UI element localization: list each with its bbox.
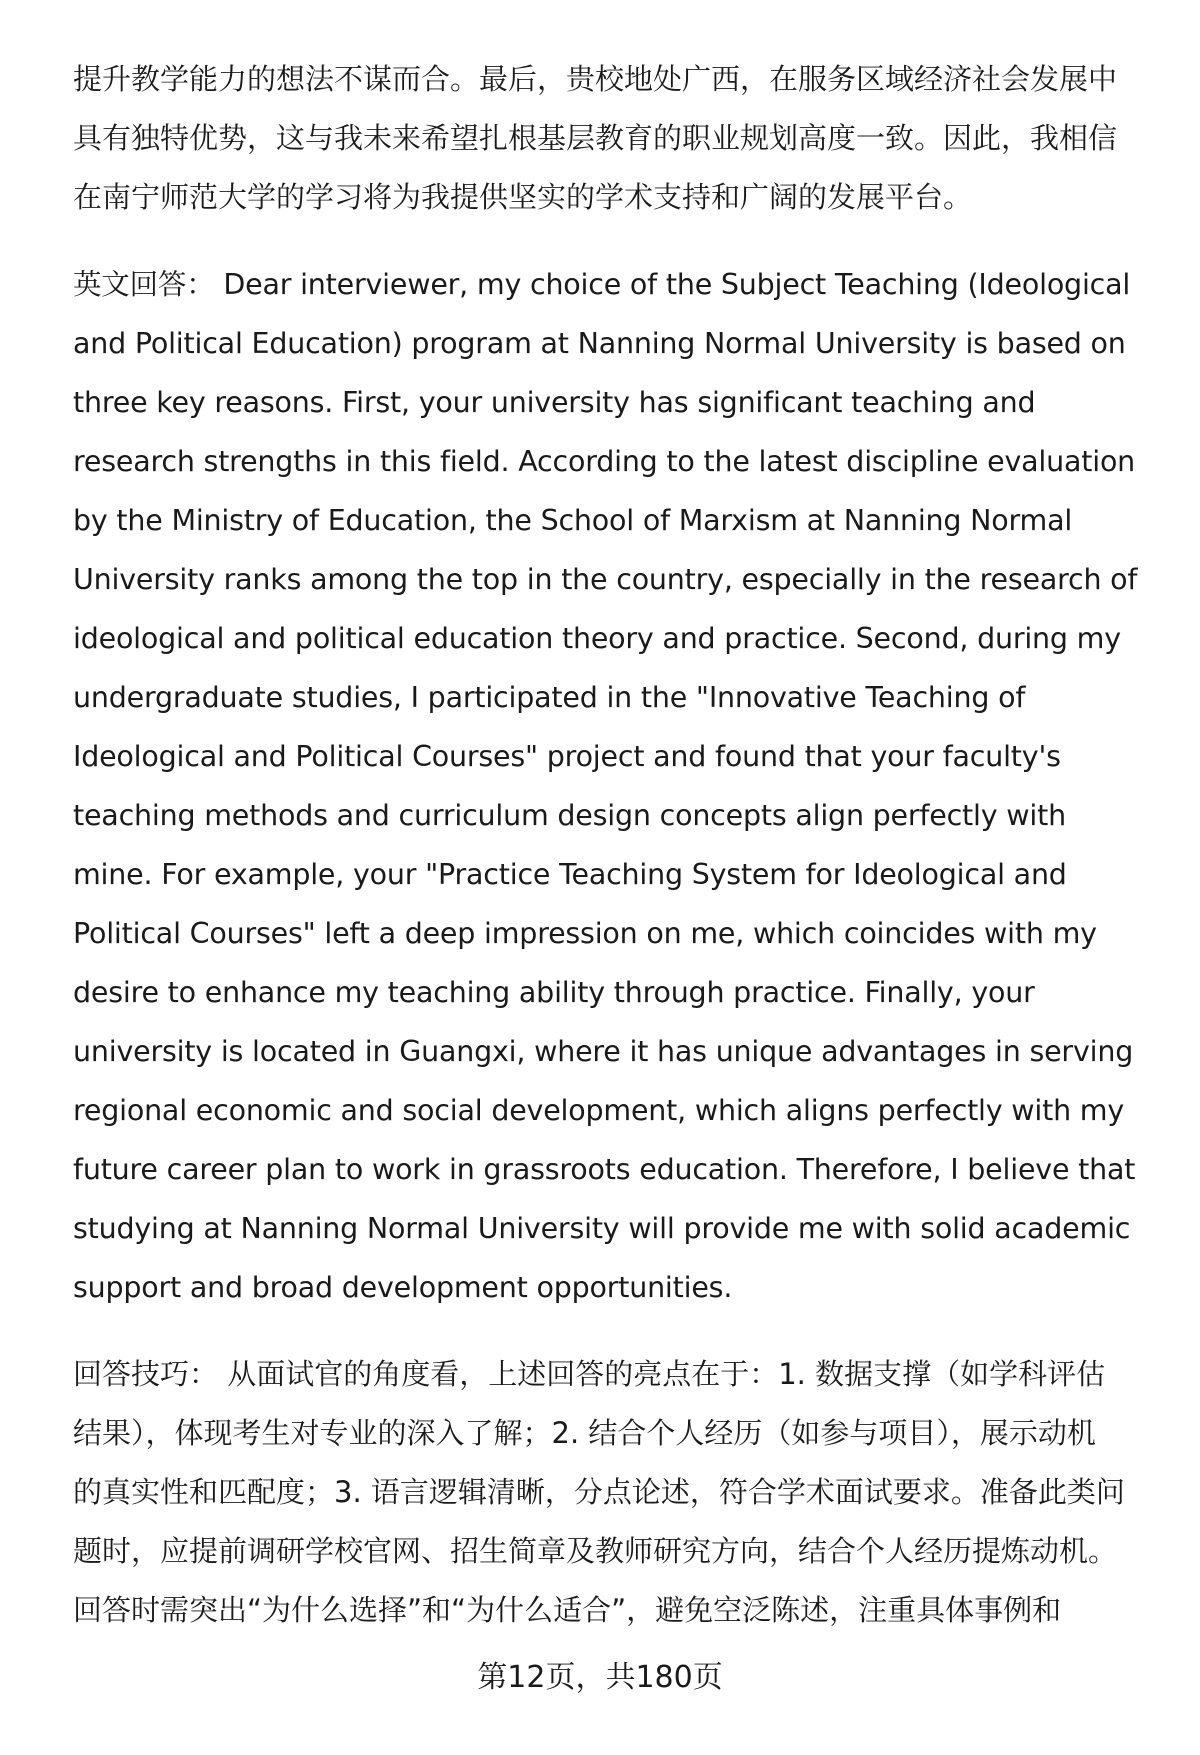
text-line: university is located in Guangxi, where it has unique advantages in serving <box>73 1035 1134 1068</box>
text-line: by the Ministry of Education, the School of Marxism at Nanning Normal <box>73 504 1073 537</box>
text-line: desire to enhance my teaching ability through practice. Finally, your <box>73 976 1035 1009</box>
text-line: three key reasons. First, your university has significant teaching and <box>73 386 1036 419</box>
chinese-answer-end <box>73 50 1143 227</box>
english-answer <box>73 255 1143 1317</box>
text-line: 英文回答： Dear interviewer, my choice of the Subject Teaching (Ideological <box>73 268 1131 301</box>
text-line: regional economic and social development, which aligns perfectly with my <box>73 1094 1125 1127</box>
text-line: Political Courses" left a deep impression on me, which coincides with my <box>73 917 1097 950</box>
text-line: and Political Education) program at Nanning Normal University is based on <box>73 327 1126 360</box>
text-line: ideological and political education theory and practice. Second, during my <box>73 622 1121 655</box>
text-line: 具有独特优势，这与我未来希望扎根基层教育的职业规划高度一致。因此，我相信 <box>73 121 1118 155</box>
text-line: mine. For example, your "Practice Teaching System for Ideological and <box>73 858 1067 891</box>
text-line: teaching methods and curriculum design concepts align perfectly with <box>73 799 1066 832</box>
text-line: research strengths in this field. According to the latest discipline evaluation <box>73 445 1136 478</box>
text-line: studying at Nanning Normal University will provide me with solid academic <box>73 1212 1131 1245</box>
page-number: 第12页，共180页 <box>477 1660 723 1695</box>
text-line: support and broad development opportunities. <box>73 1271 733 1304</box>
text-line: 提升教学能力的想法不谋而合。最后，贵校地处广西，在服务区域经济社会发展中 <box>73 62 1118 96</box>
text-line: undergraduate studies, I participated in the "Innovative Teaching of <box>73 681 1026 714</box>
text-line: 的真实性和匹配度；3. 语言逻辑清晰，分点论述，符合学术面试要求。准备此类问 <box>73 1475 1125 1509</box>
text-line: 题时，应提前调研学校官网、招生简章及教师研究方向，结合个人经历提炼动机。 <box>73 1534 1118 1568</box>
text-line: future career plan to work in grassroots education. Therefore, I believe that <box>73 1153 1136 1186</box>
text-line: University ranks among the top in the country, especially in the research of <box>73 563 1138 596</box>
text-line: 在南宁师范大学的学习将为我提供坚实的学术支持和广阔的发展平台。 <box>73 180 973 214</box>
document-page <box>73 50 1143 1668</box>
text-line: Ideological and Political Courses" project and found that your faculty's <box>73 740 1061 773</box>
answer-tips <box>73 1345 1143 1640</box>
text-line: 回答时需突出“为什么选择”和“为什么适合”，避免空泛陈述，注重具体事例和 <box>73 1593 1062 1627</box>
text-line: 结果），体现考生对专业的深入了解；2. 结合个人经历（如参与项目），展示动机 <box>73 1416 1096 1450</box>
text-line: 回答技巧： 从面试官的角度看，上述回答的亮点在于：1. 数据支撑（如学科评估 <box>73 1357 1106 1391</box>
